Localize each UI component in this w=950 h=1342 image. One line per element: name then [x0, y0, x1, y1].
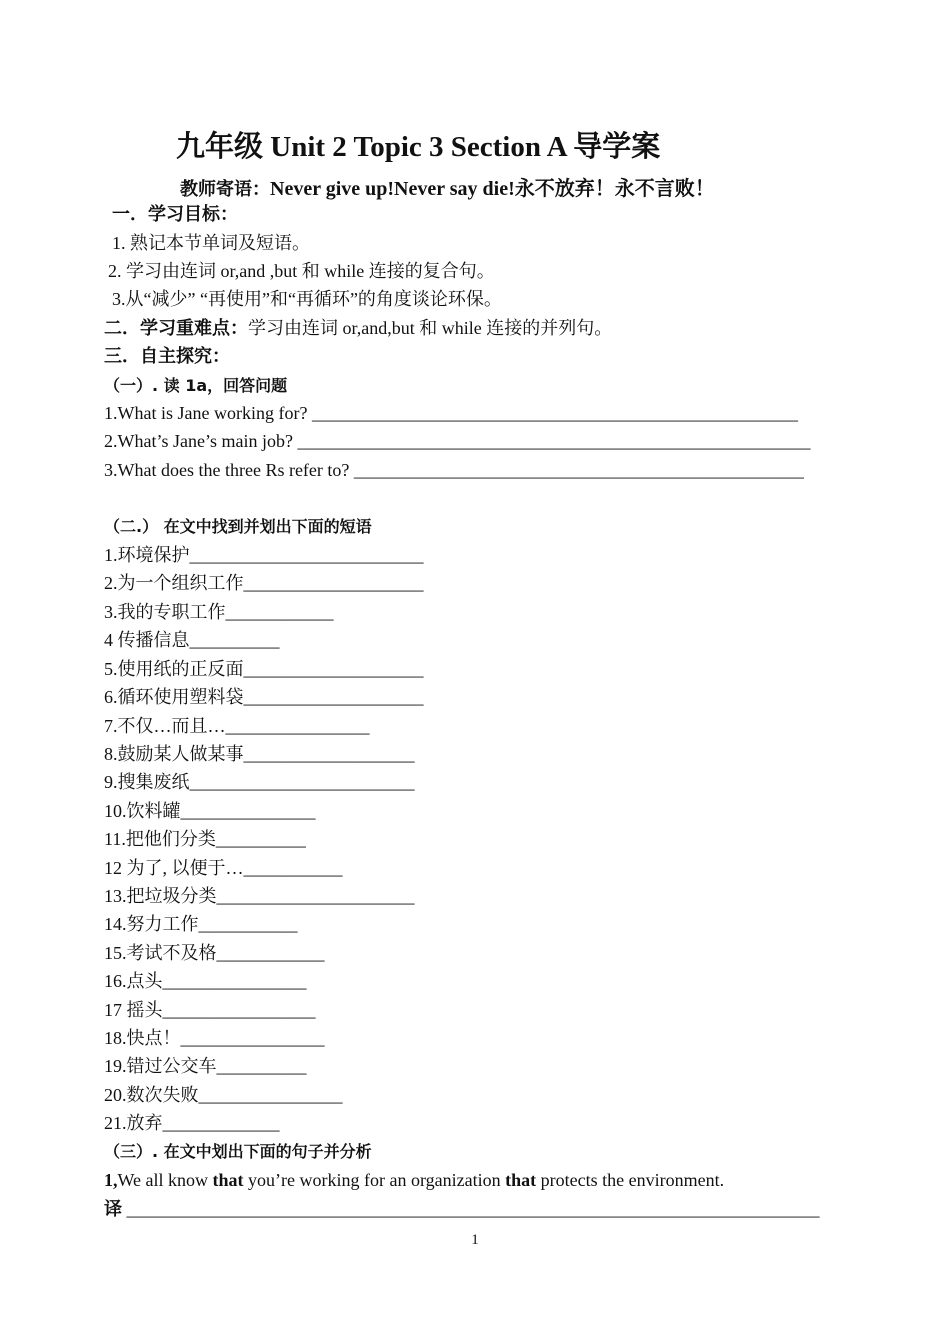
- key-points-text: 学习由连词 or,and,but 和 while 连接的并列句。: [248, 318, 613, 338]
- translation-line: [104, 1196, 820, 1223]
- goal-item: 3.从“减少” “再使用”和“再循环”的角度谈论环保。: [112, 289, 502, 309]
- phrase-item: 8.鼓励某人做某事___________________: [104, 744, 415, 764]
- analysis-sentence: [104, 1167, 724, 1193]
- motto-label: 教师寄语：: [180, 179, 270, 200]
- sentence-part: protects the environment.: [536, 1170, 725, 1190]
- sentence-keyword: that: [212, 1170, 244, 1190]
- phrase-item: 21.放弃_____________: [104, 1113, 280, 1133]
- sentence-part: you’re working for an organization: [243, 1170, 506, 1190]
- question-item: 3.What does the three Rs refer to? __________________________________________________: [104, 460, 804, 480]
- goal-item: 2. 学习由连词 or,and ,but 和 while 连接的复合句。: [108, 261, 495, 281]
- question-item: 1.What is Jane working for? ______________________________________________________: [104, 403, 798, 423]
- phrase-item: 17 摇头_________________: [104, 1000, 316, 1020]
- page-number: 1: [471, 1232, 479, 1248]
- key-points: [104, 315, 612, 342]
- phrase-item: 19.错过公交车__________: [104, 1056, 307, 1076]
- phrase-item: 11.把他们分类__________: [104, 829, 306, 849]
- question-item: 2.What’s Jane’s main job? _________________________________________________________: [104, 431, 811, 451]
- phrase-item: 3.我的专职工作____________: [104, 602, 334, 622]
- sentence-keyword: that: [505, 1170, 537, 1190]
- translate-label: 译: [104, 1199, 122, 1220]
- phrase-item: 16.点头________________: [104, 971, 307, 991]
- phrase-item: 14.努力工作___________: [104, 914, 298, 934]
- motto-text: Never give up!Never say die!永不放弃！永不言败！: [270, 178, 715, 200]
- teacher-motto: [180, 172, 715, 201]
- phrase-item: 2.为一个组织工作____________________: [104, 573, 424, 593]
- phrase-item: 18.快点！________________: [104, 1028, 325, 1048]
- goal-item: 1. 熟记本节单词及短语。: [112, 233, 310, 253]
- phrase-item: 1.环境保护__________________________: [104, 545, 424, 565]
- phrase-item: 20.数次失败________________: [104, 1085, 343, 1105]
- phrase-item: 5.使用纸的正反面____________________: [104, 659, 424, 679]
- translate-blank: _____________________________________________________________________________: [122, 1199, 820, 1219]
- phrase-item: 6.循环使用塑料袋____________________: [104, 687, 424, 707]
- goals-heading: 一．学习目标：: [112, 204, 238, 225]
- part3-heading: （三）. 在文中划出下面的句子并分析: [104, 1142, 372, 1161]
- sentence-number: 1,: [104, 1170, 118, 1190]
- sentence-part: We all know: [117, 1170, 213, 1190]
- explore-heading: 三．自主探究：: [104, 346, 230, 367]
- phrase-item: 13.把垃圾分类______________________: [104, 886, 415, 906]
- phrase-item: 15.考试不及格____________: [104, 943, 325, 963]
- part2-heading: （二.） 在文中找到并划出下面的短语: [104, 517, 372, 536]
- phrase-item: 12 为了, 以便于…___________: [104, 858, 343, 878]
- phrase-item: 7.不仅…而且…________________: [104, 716, 370, 736]
- part1-heading: （一）. 读 1a，回答问题: [104, 376, 288, 395]
- page-title: 九年级 Unit 2 Topic 3 Section A 导学案: [176, 131, 661, 163]
- phrase-item: 10.饮料罐_______________: [104, 801, 316, 821]
- phrase-item: 9.搜集废纸_________________________: [104, 772, 415, 792]
- phrase-item: 4 传播信息__________: [104, 630, 280, 650]
- key-points-heading: 二．学习重难点：: [104, 318, 248, 339]
